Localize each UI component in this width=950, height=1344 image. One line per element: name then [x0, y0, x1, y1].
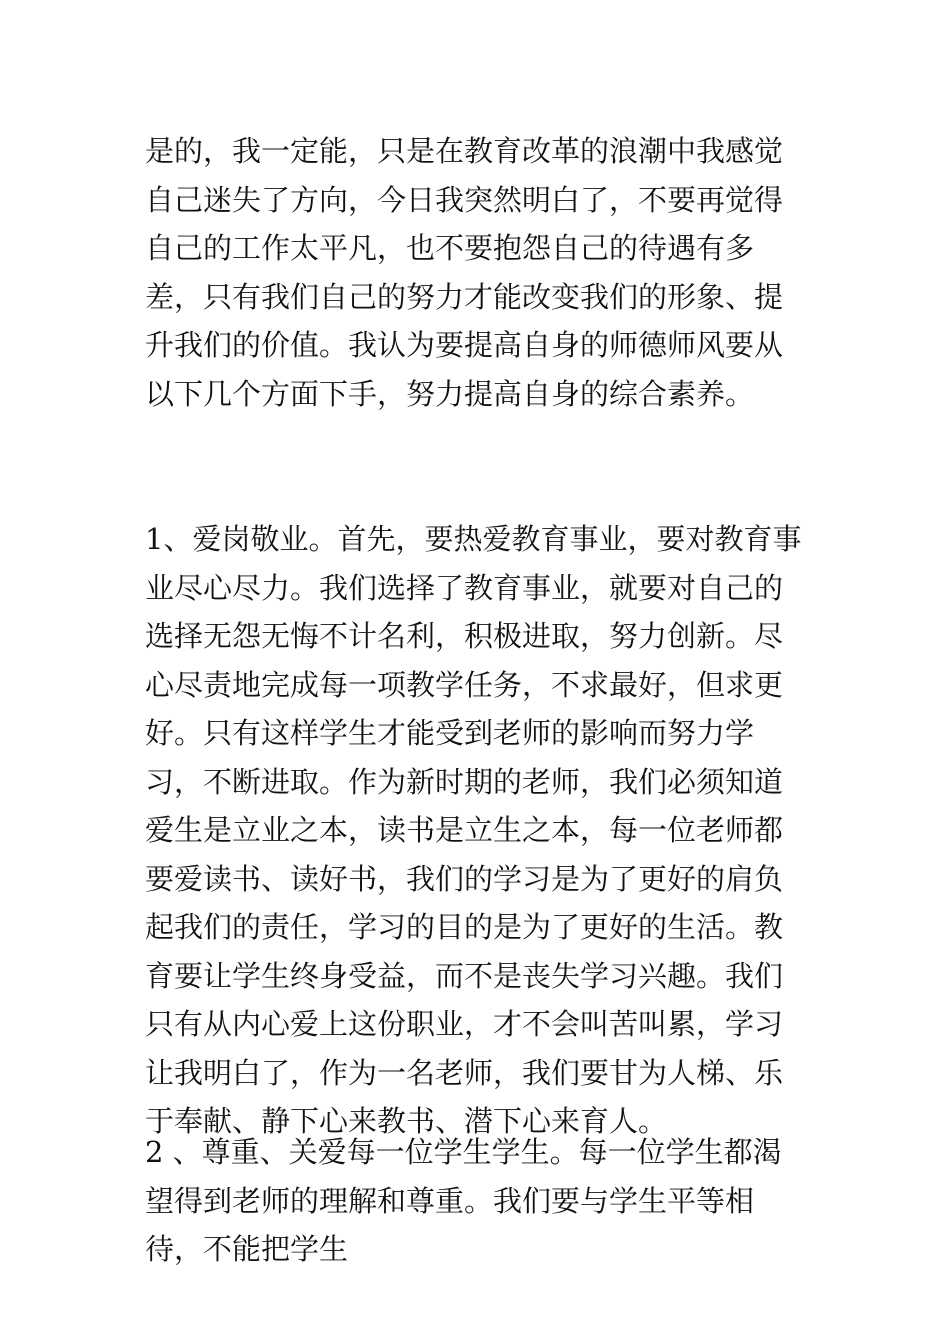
paragraph-point-2: 2 、尊重、关爱每一位学生学生。每一位学生都渴望得到老师的理解和尊重。我们要与学生平等相待，不能把学生	[145, 1135, 782, 1266]
paragraph-intro: 是的，我一定能，只是在教育改革的浪潮中我感觉自己迷失了方向，今日我突然明白了，不要再觉得自己的工作太平凡，也不要抱怨自己的待遇有多差，只有我们自己的努力才能改变我们的形象、提升我们的价值。我认为要提高自身的师德师风要从以下几个方面下手，努力提高自身的综合素养。	[145, 134, 784, 411]
paragraph-point-1: 1、爱岗敬业。首先，要热爱教育事业，要对教育事业尽心尽力。我们选择了教育事业，就要对自己的选择无怨无悔不计名利，积极进取，努力创新。尽心尽责地完成每一项教学任务，不求最好，但求更好。只有这样学生才能受到老师的影响而努力学习，不断进取。作为新时期的老师，我们必须知道爱生是立业之本，读书是立生之本，每一位老师都要爱读书、读好书，我们的学习是为了更好的肩负起我们的责任，学习的目的是为了更好的生活。教育要让学生终身受益，而不是丧失学习兴趣。我们只有从内心爱上这份职业，才不会叫苦叫累，学习让我明白了，作为一名老师，我们要甘为人梯、乐于奉献、静下心来教书、潜下心来育人。	[145, 522, 802, 1138]
